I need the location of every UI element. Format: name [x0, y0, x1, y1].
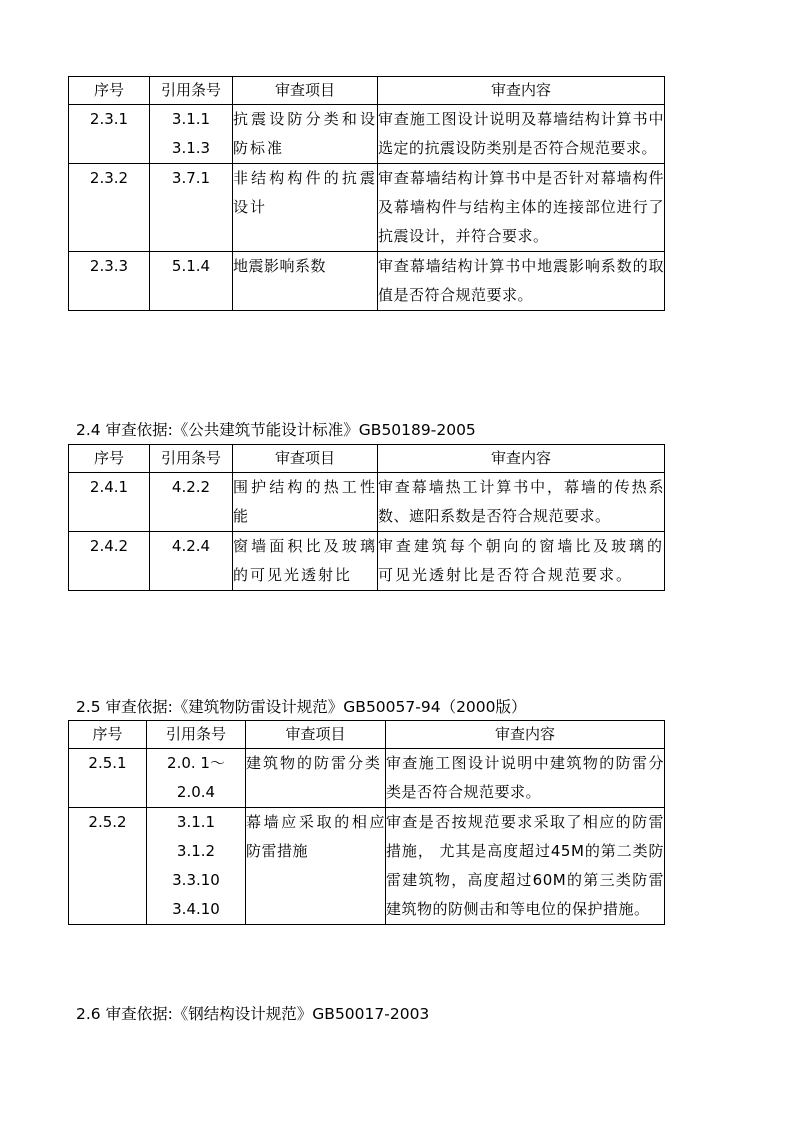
- row-item: 建筑物的防雷分类: [246, 749, 386, 808]
- row-refs: 4.2.4: [150, 532, 233, 591]
- table-row: [69, 105, 665, 164]
- table-2-3: [68, 76, 665, 311]
- table-2-4: [68, 444, 665, 591]
- row-content: 审查是否按规范要求采取了相应的防雷措施， 尤其是高度超过45M的第二类防雷建筑物，高度超过60M的第三类防雷建筑物的防侧击和等电位的保护措施。: [386, 808, 665, 925]
- table-header: [69, 77, 665, 105]
- row-refs: 3.7.1: [150, 164, 233, 252]
- col-header-content: 审查内容: [378, 445, 665, 473]
- row-content: 审查施工图设计说明及幕墙结构计算书中选定的抗震设防类别是否符合规范要求。: [378, 105, 665, 164]
- col-header-item: 审查项目: [233, 445, 378, 473]
- col-header-refs: 引用条号: [150, 445, 233, 473]
- table-2-5: [68, 720, 665, 925]
- col-header-item: 审查项目: [246, 721, 386, 749]
- row-item: 幕墙应采取的相应防雷措施: [246, 808, 386, 925]
- col-header-refs: 引用条号: [150, 77, 233, 105]
- col-header-content: 审查内容: [378, 77, 665, 105]
- row-item: 抗震设防分类和设防标准: [233, 105, 378, 164]
- table-row: [69, 164, 665, 252]
- row-no: 2.4.2: [69, 532, 150, 591]
- row-item: 窗墙面积比及玻璃的可见光透射比: [233, 532, 378, 591]
- table-row: [69, 532, 665, 591]
- row-item: 地震影响系数: [233, 252, 378, 311]
- col-header-refs: 引用条号: [147, 721, 246, 749]
- row-no: 2.5.2: [69, 808, 147, 925]
- section-heading-2-4: 2.4 审查依据:《公共建筑节能设计标准》GB50189-2005: [76, 421, 476, 439]
- row-item: 非结构构件的抗震设计: [233, 164, 378, 252]
- row-no: 2.3.1: [69, 105, 150, 164]
- section-heading-2-6: 2.6 审查依据:《钢结构设计规范》GB50017-2003: [76, 1005, 430, 1023]
- table-row: [69, 749, 665, 808]
- row-content: 审查幕墙结构计算书中是否针对幕墙构件及幕墙构件与结构主体的连接部位进行了抗震设计，并符合要求。: [378, 164, 665, 252]
- row-no: 2.3.3: [69, 252, 150, 311]
- row-item: 围护结构的热工性能: [233, 473, 378, 532]
- row-content: 审查建筑每个朝向的窗墙比及玻璃的可见光透射比是否符合规范要求。: [378, 532, 665, 591]
- section-heading-2-5: 2.5 审查依据:《建筑物防雷设计规范》GB50057-94（2000版）: [76, 698, 527, 716]
- col-header-no: 序号: [69, 445, 150, 473]
- row-no: 2.4.1: [69, 473, 150, 532]
- table-row: [69, 473, 665, 532]
- row-content: 审查施工图设计说明中建筑物的防雷分类是否符合规范要求。: [386, 749, 665, 808]
- row-refs: 4.2.2: [150, 473, 233, 532]
- table-header: [69, 445, 665, 473]
- row-no: 2.5.1: [69, 749, 147, 808]
- table-row: [69, 808, 665, 925]
- table-row: [69, 252, 665, 311]
- row-refs: 3.1.1 3.1.2 3.3.10 3.4.10: [147, 808, 246, 925]
- col-header-item: 审查项目: [233, 77, 378, 105]
- row-refs: 3.1.1 3.1.3: [150, 105, 233, 164]
- row-refs: 2.0. 1～ 2.0.4: [147, 749, 246, 808]
- col-header-content: 审查内容: [386, 721, 665, 749]
- row-content: 审查幕墙热工计算书中，幕墙的传热系数、遮阳系数是否符合规范要求。: [378, 473, 665, 532]
- row-refs: 5.1.4: [150, 252, 233, 311]
- row-content: 审查幕墙结构计算书中地震影响系数的取值是否符合规范要求。: [378, 252, 665, 311]
- col-header-no: 序号: [69, 77, 150, 105]
- col-header-no: 序号: [69, 721, 147, 749]
- row-no: 2.3.2: [69, 164, 150, 252]
- table-header: [69, 721, 665, 749]
